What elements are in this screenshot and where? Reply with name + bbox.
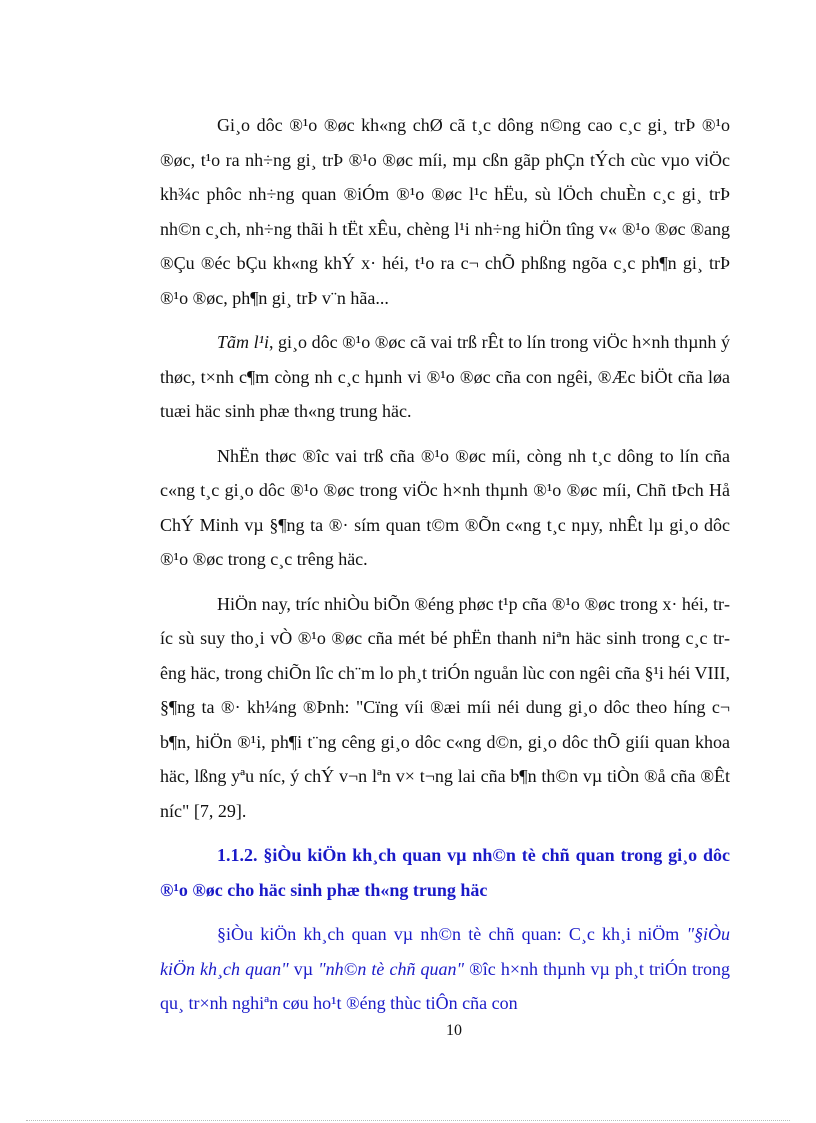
body-text [160,108,730,1031]
paragraph-5 [160,917,730,1021]
paragraph-2 [160,325,730,429]
paragraph-5-term-1: "§iÒu kiÖn kh¸ch quan" [160,924,730,979]
page-bottom-divider [26,1120,790,1121]
paragraph-5-term-2: "nh©n tè chñ quan" [318,958,465,979]
paragraph-3: NhËn thøc ®îc vai trß cña ®¹o ®øc míi, còng nh t¸c dông to lín cña c«ng t¸c gi¸o dôc ®¹o ®øc trong viÖc h×nh thµnh ®¹o ®øc míi, Chñ tÞch Hå ChÝ Minh vµ §¶ng ta ®· sím quan t©m ®Õn c«ng t¸c nµy, nhÊt lµ gi¸o dôc ®¹o ®øc trong c¸c trêng häc. [160,445,730,569]
paragraph-5-end: ®îc h×nh thµnh vµ ph¸t triÓn trong qu¸ tr×nh nghiªn cøu ho¹t ®éng thùc tiÔn cña con [160,958,730,1013]
page-number: 10 [446,1022,462,1039]
section-heading: 1.1.2. §iÒu kiÖn kh¸ch quan vµ nh©n tè chñ quan trong gi¸o dôc ®¹o ®øc cho häc sinh phæ th«ng trung häc [160,845,730,900]
paragraph-2-italic: Tãm l¹i [217,332,269,352]
paragraph-4: HiÖn nay, tríc nhiÒu biÕn ®éng phøc t¹p cña ®¹o ®øc trong x· héi, tríc sù suy tho¸i vÒ ®¹o ®øc cña mét bé phËn thanh niªn häc sinh trong c¸c trêng häc, trong chiÕn lîc ch¨m lo ph¸t triÓn nguån lùc con ngêi cña §¹i héi VIII, §¶ng ta ®· kh¼ng ®Þnh: "Cïng víi ®æi míi néi dung gi¸o dôc theo híng c¬ b¶n, hiÖn ®¹i, ph¶i t¨ng cêng gi¸o dôc c«ng d©n, gi¸o dôc thÕ giíi quan khoa häc, lßng yªu níc, ý chÝ v¬n lªn v× t¬ng lai cña b¶n th©n vµ tiÒn ®å cña ®Êt níc" [7, 29]. [160,593,730,821]
paragraph-2-rest-b: thµnh ý thøc, t×nh c¶m còng nh c¸c hµnh vi ®¹o ®øc cña con ngêi, ®Æc biÖt cña løa tuæi häc sinh phæ th«ng trung häc. [160,332,730,421]
paragraph-2-rest-a: , gi¸o dôc ®¹o ®øc cã vai trß rÊt to lín trong viÖc h×nh [268,332,675,352]
paragraph-1: Gi¸o dôc ®¹o ®øc kh«ng chØ cã t¸c dông n©ng cao c¸c gi¸ trÞ ®¹o ®øc, t¹o ra nh÷ng gi¸ trÞ ®¹o ®øc míi, mµ cßn gãp phÇn tÝch cùc vµo viÖc kh¾c phôc nh÷ng quan ®iÓm ®¹o ®øc l¹c hËu, sù lÖch chuÈn c¸c gi¸ trÞ nh©n c¸ch, nh÷ng thãi h tËt xÊu, chèng l¹i nh÷ng hiÖn tîng v« ®¹o ®øc ®ang ®Çu ®éc bÇu kh«ng khÝ x· héi, t¹o ra c¬ chÕ phßng ngõa c¸c ph¶n gi¸ trÞ ®¹o ®øc, ph¶n gi¸ trÞ v¨n hãa... [160,115,730,308]
paragraph-5-mid: vµ [288,958,319,979]
paragraph-5-start: §iÒu kiÖn kh¸ch quan vµ nh©n tè chñ quan: C¸c kh¸i niÖm [217,924,687,944]
